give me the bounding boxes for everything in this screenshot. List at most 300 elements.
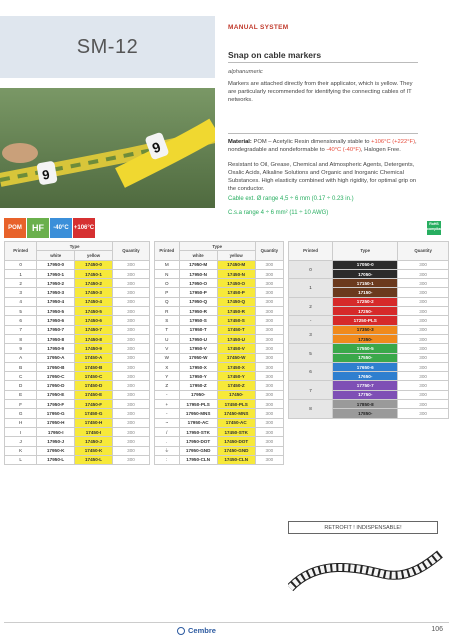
printed-cell: .: [155, 437, 180, 446]
material-b: , nondegradable and nondeformable to: [228, 139, 417, 153]
colored-code-cell: 17650-: [333, 372, 398, 381]
white-code-cell: 17950-F: [37, 400, 75, 409]
printed-cell: -: [155, 409, 180, 418]
colored-code-cell: 17150-1: [333, 279, 398, 288]
quantity-cell: 300: [398, 297, 449, 306]
yellow-code-cell: 17450-L: [75, 455, 113, 464]
white-code-cell: 17950-J: [37, 437, 75, 446]
white-code-cell: 17950-O: [179, 279, 217, 288]
colored-code-cell: 17850-: [333, 409, 398, 418]
printed-cell: H: [5, 418, 37, 427]
quantity-cell: 300: [398, 390, 449, 399]
quantity-cell: 300: [255, 455, 283, 464]
table-row: [155, 269, 284, 278]
table-row: [5, 334, 150, 343]
table-row: [5, 381, 150, 390]
yellow-code-cell: 17450-Z: [217, 381, 255, 390]
quantity-cell: 300: [112, 437, 149, 446]
yellow-code-cell: 17450-0: [75, 260, 113, 269]
material-c: , Halogen Free.: [360, 147, 401, 153]
quantity-cell: 300: [255, 344, 283, 353]
printed-cell: N: [155, 269, 180, 278]
table-row: [5, 455, 150, 464]
quantity-cell: 300: [398, 381, 449, 390]
yellow-code-cell: 17450-PLS: [217, 400, 255, 409]
quantity-cell: 300: [112, 316, 149, 325]
table-row: [5, 390, 150, 399]
white-code-cell: 17950-2: [37, 279, 75, 288]
printed-cell: 9: [5, 344, 37, 353]
colored-code-cell: 17150-: [333, 288, 398, 297]
quantity-cell: 300: [255, 381, 283, 390]
col-type: Type: [37, 242, 113, 251]
markers-table-2: [154, 241, 284, 465]
white-code-cell: 17950-I: [37, 427, 75, 436]
white-code-cell: 17950-W: [179, 353, 217, 362]
colored-code-cell: 17750-7: [333, 381, 398, 390]
printed-cell: I: [5, 427, 37, 436]
printed-cell: 3: [289, 325, 333, 344]
table-row: [155, 427, 284, 436]
quantity-cell: 300: [255, 269, 283, 278]
yellow-code-cell: 17450-E: [75, 390, 113, 399]
quantity-cell: 300: [255, 334, 283, 343]
table-row: [289, 316, 449, 325]
material-label: Material:: [228, 139, 252, 145]
quantity-cell: 300: [112, 288, 149, 297]
printed-cell: A: [5, 353, 37, 362]
yellow-code-cell: 17450-9: [75, 344, 113, 353]
table-row: [5, 362, 150, 371]
printed-cell: L: [5, 455, 37, 464]
colored-code-cell: 17250-: [333, 307, 398, 316]
yellow-code-cell: 17450-A: [75, 353, 113, 362]
table-row: [155, 307, 284, 316]
brand-ring-icon: [177, 627, 185, 635]
yellow-code-cell: 17450-Q: [217, 297, 255, 306]
printed-cell: 1: [5, 269, 37, 278]
printed-cell: T: [155, 325, 180, 334]
footer-divider: [4, 622, 449, 623]
table-row: [289, 344, 449, 353]
yellow-code-cell: 17450-O: [217, 279, 255, 288]
table-row: [289, 400, 449, 409]
col-quantity: Quantity: [398, 242, 449, 261]
yellow-code-cell: 17450-: [217, 390, 255, 399]
quantity-cell: 300: [112, 260, 149, 269]
white-code-cell: 17950-E: [37, 390, 75, 399]
quantity-cell: 300: [398, 400, 449, 409]
table-row: [5, 316, 150, 325]
col-yellow: yellow: [75, 251, 113, 260]
col-yellow: yellow: [217, 251, 255, 260]
white-code-cell: 17950-MNS: [179, 409, 217, 418]
table-row: [155, 372, 284, 381]
printed-cell: 1: [289, 279, 333, 298]
table-row: [5, 437, 150, 446]
quantity-cell: 300: [398, 334, 449, 343]
printed-cell: ~: [155, 418, 180, 427]
quantity-cell: 300: [112, 269, 149, 278]
quantity-cell: 300: [398, 362, 449, 371]
yellow-code-cell: 17450-1: [75, 269, 113, 278]
colored-code-cell: 17050-: [333, 269, 398, 278]
table-row: [5, 269, 150, 278]
white-code-cell: 17950-N: [179, 269, 217, 278]
quantity-cell: 300: [112, 381, 149, 390]
quantity-cell: 300: [398, 279, 449, 288]
yellow-code-cell: 17450-D: [75, 381, 113, 390]
hf-badge: HF: [27, 218, 49, 238]
printed-cell: E: [5, 390, 37, 399]
white-code-cell: 17950-X: [179, 362, 217, 371]
table-row: [5, 297, 150, 306]
quantity-cell: 300: [112, 297, 149, 306]
printed-cell: D: [5, 381, 37, 390]
table-row: [5, 307, 150, 316]
quantity-cell: 300: [255, 437, 283, 446]
printed-cell: G: [5, 409, 37, 418]
quantity-cell: 300: [255, 316, 283, 325]
table-row: [289, 362, 449, 371]
yellow-code-cell: 17450-5: [75, 307, 113, 316]
quantity-cell: 300: [398, 269, 449, 278]
quantity-cell: 300: [112, 325, 149, 334]
quantity-cell: 300: [255, 353, 283, 362]
table-row: [5, 288, 150, 297]
white-code-cell: 17950-STK: [179, 427, 217, 436]
yellow-code-cell: 17450-GND: [217, 446, 255, 455]
colored-code-cell: 17650-6: [333, 362, 398, 371]
marker-strip-image: [288, 548, 443, 596]
table-row: [5, 372, 150, 381]
quantity-cell: 300: [112, 446, 149, 455]
yellow-code-cell: 17450-P: [217, 288, 255, 297]
table-row: [5, 260, 150, 269]
yellow-code-cell: 17450-S: [217, 316, 255, 325]
white-code-cell: 17950-P: [179, 288, 217, 297]
quantity-cell: 300: [112, 279, 149, 288]
white-code-cell: 17950-DOT: [179, 437, 217, 446]
yellow-code-cell: 17450-X: [217, 362, 255, 371]
yellow-code-cell: 17450-T: [217, 325, 255, 334]
yellow-code-cell: 17450-G: [75, 409, 113, 418]
printed-cell: F: [5, 400, 37, 409]
col-white: white: [37, 251, 75, 260]
table-row: [5, 409, 150, 418]
printed-cell: 2: [289, 297, 333, 316]
quantity-cell: 300: [255, 427, 283, 436]
yellow-code-cell: 17450-F: [75, 400, 113, 409]
cable-range: Cable ext. Ø range 4,5 ÷ 6 mm (0.17 ÷ 0.23 in.): [228, 196, 354, 202]
quantity-cell: 300: [112, 418, 149, 427]
white-code-cell: 17950-B: [37, 362, 75, 371]
table-row: [155, 362, 284, 371]
printed-cell: 8: [5, 334, 37, 343]
white-code-cell: 17950-Z: [179, 381, 217, 390]
white-code-cell: 17950-M: [179, 260, 217, 269]
table-row: [289, 381, 449, 390]
white-code-cell: 17950-S: [179, 316, 217, 325]
table-row: [5, 427, 150, 436]
quantity-cell: 300: [255, 372, 283, 381]
col-type: Type: [179, 242, 255, 251]
quantity-cell: 300: [255, 400, 283, 409]
white-code-cell: 17950-CLN: [179, 455, 217, 464]
white-code-cell: 17950-D: [37, 381, 75, 390]
white-code-cell: 17950-AC: [179, 418, 217, 427]
white-code-cell: 17950-L: [37, 455, 75, 464]
yellow-code-cell: 17450-6: [75, 316, 113, 325]
quantity-cell: 300: [255, 409, 283, 418]
csa-range: C.s.a range 4 ÷ 6 mm² (11 ÷ 10 AWG): [228, 210, 329, 216]
col-quantity: Quantity: [112, 242, 149, 261]
printed-cell: 6: [289, 362, 333, 381]
yellow-code-cell: 17450-AC: [217, 418, 255, 427]
table-row: [155, 455, 284, 464]
printed-cell: 2: [5, 279, 37, 288]
white-code-cell: 17950-U: [179, 334, 217, 343]
yellow-code-cell: 17450-7: [75, 325, 113, 334]
quantity-cell: 300: [112, 409, 149, 418]
printed-cell: Y: [155, 372, 180, 381]
printed-cell: :: [155, 455, 180, 464]
quantity-cell: 300: [255, 279, 283, 288]
white-code-cell: 17950-A: [37, 353, 75, 362]
quantity-cell: 300: [255, 307, 283, 316]
quantity-cell: 300: [255, 418, 283, 427]
printed-cell: X: [155, 362, 180, 371]
colored-code-cell: 17350-3: [333, 325, 398, 334]
quantity-cell: 300: [255, 288, 283, 297]
col-printed: Printed: [289, 242, 333, 261]
page-number: 106: [431, 626, 443, 633]
colored-code-cell: 17850-8: [333, 400, 398, 409]
yellow-code-cell: 17450-N: [217, 269, 255, 278]
printed-cell: V: [155, 344, 180, 353]
product-subtitle: Snap on cable markers: [228, 50, 322, 60]
quantity-cell: 300: [255, 297, 283, 306]
quantity-cell: 300: [112, 334, 149, 343]
material-a: POM – Acetylic Resin dimensionally stable to: [251, 139, 372, 145]
quantity-cell: 300: [112, 390, 149, 399]
yellow-code-cell: 17450-W: [217, 353, 255, 362]
printed-cell: 5: [289, 344, 333, 363]
yellow-code-cell: 17450-M: [217, 260, 255, 269]
yellow-code-cell: 17450-4: [75, 297, 113, 306]
table-row: [155, 381, 284, 390]
brand-logo: [177, 626, 216, 635]
quantity-cell: 300: [112, 307, 149, 316]
yellow-code-cell: 17450-MNS: [217, 409, 255, 418]
colored-code-cell: 17750-: [333, 390, 398, 399]
colored-code-cell: 17350-: [333, 334, 398, 343]
quantity-cell: 300: [255, 446, 283, 455]
material-badges: [4, 218, 96, 238]
printed-cell: U: [155, 334, 180, 343]
printed-cell: /: [155, 427, 180, 436]
white-code-cell: 17950-6: [37, 316, 75, 325]
printed-cell: B: [5, 362, 37, 371]
printed-cell: R: [155, 307, 180, 316]
quantity-cell: 300: [398, 316, 449, 325]
table-row: [289, 279, 449, 288]
white-code-cell: 17950-K: [37, 446, 75, 455]
col-quantity: Quantity: [255, 242, 283, 261]
table-row: [155, 288, 284, 297]
printed-cell: -: [155, 390, 180, 399]
white-code-cell: 17950-: [179, 390, 217, 399]
markers-table-1: [4, 241, 150, 465]
divider: [228, 62, 418, 63]
white-code-cell: 17950-G: [37, 409, 75, 418]
table-row: [155, 409, 284, 418]
yellow-code-cell: 17450-C: [75, 372, 113, 381]
printed-cell: C: [5, 372, 37, 381]
yellow-code-cell: 17450-J: [75, 437, 113, 446]
alpha-label: alphanumeric: [228, 69, 263, 75]
yellow-code-cell: 17450-DOT: [217, 437, 255, 446]
table-row: [155, 316, 284, 325]
title-box: [0, 16, 215, 78]
quantity-cell: 300: [398, 409, 449, 418]
quantity-cell: 300: [112, 400, 149, 409]
yellow-code-cell: 17450-V: [217, 344, 255, 353]
yellow-code-cell: 17450-I: [75, 427, 113, 436]
colored-code-cell: 17250-2: [333, 297, 398, 306]
white-code-cell: 17950-Y: [179, 372, 217, 381]
description: Markers are attached directly from their applicator, which is yellow. They are particularly recommended for identifying the connecting cables of IT networks.: [228, 81, 413, 103]
white-code-cell: 17950-C: [37, 372, 75, 381]
yellow-code-cell: 17450-R: [217, 307, 255, 316]
table-row: [155, 446, 284, 455]
printed-cell: ⏚: [155, 446, 180, 455]
quantity-cell: 300: [255, 325, 283, 334]
table-row: [155, 353, 284, 362]
yellow-code-cell: 17450-K: [75, 446, 113, 455]
table-row: [5, 418, 150, 427]
table-row: [155, 325, 284, 334]
white-code-cell: 17950-H: [37, 418, 75, 427]
quantity-cell: 300: [398, 288, 449, 297]
quantity-cell: 300: [112, 362, 149, 371]
yellow-code-cell: 17450-CLN: [217, 455, 255, 464]
printed-cell: -: [289, 316, 333, 325]
table-row: [5, 446, 150, 455]
white-code-cell: 17950-5: [37, 307, 75, 316]
white-code-cell: 17950-4: [37, 297, 75, 306]
white-code-cell: 17950-PLS: [179, 400, 217, 409]
table-row: [5, 279, 150, 288]
col-white: white: [179, 251, 217, 260]
table-row: [155, 297, 284, 306]
quantity-cell: 300: [398, 344, 449, 353]
printed-cell: +: [155, 400, 180, 409]
page-title: SM-12: [76, 36, 139, 58]
printed-cell: 4: [5, 297, 37, 306]
printed-cell: S: [155, 316, 180, 325]
cold-temp-badge: -40°C: [50, 218, 72, 238]
printed-cell: 0: [289, 260, 333, 279]
printed-cell: Z: [155, 381, 180, 390]
table-row: [289, 260, 449, 269]
brand-name: Cembre: [188, 626, 216, 635]
printed-cell: P: [155, 288, 180, 297]
material-text: [228, 138, 420, 154]
quantity-cell: 300: [398, 307, 449, 316]
printed-cell: 7: [289, 381, 333, 400]
white-code-cell: 17950-R: [179, 307, 217, 316]
table-row: [155, 334, 284, 343]
table-row: [155, 390, 284, 399]
table-row: [155, 260, 284, 269]
printed-cell: 7: [5, 325, 37, 334]
printed-cell: 6: [5, 316, 37, 325]
hot-temp-badge: +106°C: [73, 218, 95, 238]
pom-badge: POM: [4, 218, 26, 238]
table-row: [5, 325, 150, 334]
printed-cell: 8: [289, 400, 333, 419]
col-type: Type: [333, 242, 398, 261]
quantity-cell: 300: [255, 390, 283, 399]
printed-cell: W: [155, 353, 180, 362]
white-code-cell: 17950-8: [37, 334, 75, 343]
temp-low: -40°C (-40°F): [326, 147, 361, 153]
quantity-cell: 300: [112, 372, 149, 381]
product-photo: [0, 88, 215, 208]
table-row: [155, 418, 284, 427]
quantity-cell: 300: [398, 353, 449, 362]
white-code-cell: 17950-7: [37, 325, 75, 334]
quantity-cell: 300: [112, 344, 149, 353]
svg-text:9: 9: [41, 166, 51, 183]
white-code-cell: 17950-T: [179, 325, 217, 334]
yellow-code-cell: 17450-B: [75, 362, 113, 371]
white-code-cell: 17950-V: [179, 344, 217, 353]
printed-cell: K: [5, 446, 37, 455]
table-row: [5, 344, 150, 353]
printed-cell: J: [5, 437, 37, 446]
white-code-cell: 17950-3: [37, 288, 75, 297]
retrofit-note: RETROFIT ! INDISPENSABLE!: [288, 521, 438, 534]
printed-cell: O: [155, 279, 180, 288]
yellow-code-cell: 17450-3: [75, 288, 113, 297]
quantity-cell: 300: [112, 455, 149, 464]
printed-cell: Q: [155, 297, 180, 306]
table-row: [155, 437, 284, 446]
printed-cell: 0: [5, 260, 37, 269]
table-row: [155, 400, 284, 409]
resistance-text: Resistant to Oil, Grease, Chemical and Atmospheric Agents, Detergents, Oxalic Acids, Alkaline Solutions and Organic and Inorganic Chemical Substances. High elasticity combined with high rigidity, for optimal grip on the conductor.: [228, 162, 417, 192]
markers-table-colored: [288, 241, 449, 419]
white-code-cell: 17950-9: [37, 344, 75, 353]
printed-cell: M: [155, 260, 180, 269]
svg-text:9: 9: [149, 138, 163, 157]
yellow-code-cell: 17450-H: [75, 418, 113, 427]
col-printed: Printed: [5, 242, 37, 261]
cable-marker-photo: [0, 88, 215, 208]
quantity-cell: 300: [255, 362, 283, 371]
yellow-code-cell: 17450-8: [75, 334, 113, 343]
table-row: [5, 400, 150, 409]
printed-cell: 5: [5, 307, 37, 316]
yellow-code-cell: 17450-2: [75, 279, 113, 288]
yellow-code-cell: 17450-Y: [217, 372, 255, 381]
divider: [228, 133, 418, 134]
quantity-cell: 300: [112, 427, 149, 436]
table-row: [5, 353, 150, 362]
colored-code-cell: 17550-: [333, 353, 398, 362]
